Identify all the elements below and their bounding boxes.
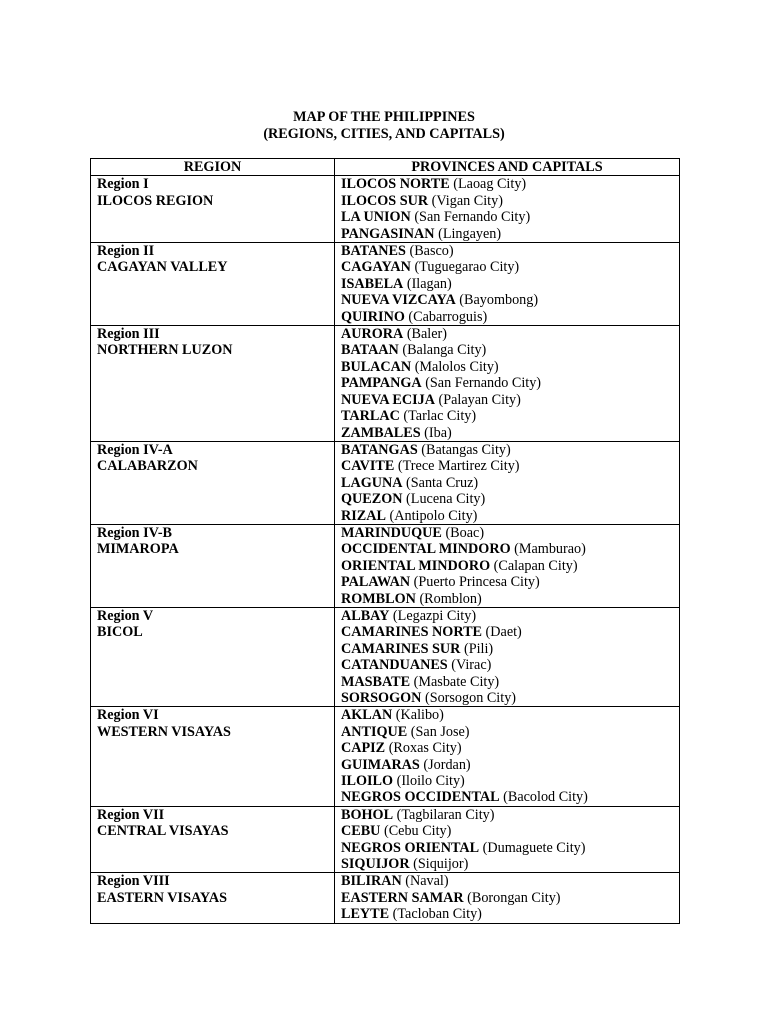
province-capital: (Borongan City) xyxy=(467,889,561,906)
title-line-2: (REGIONS, CITIES, AND CAPITALS) xyxy=(263,126,505,142)
province-entry xyxy=(341,690,673,706)
province-capital: (Antipolo City) xyxy=(389,507,478,524)
province-name: BILIRAN xyxy=(341,873,402,890)
provinces-cell xyxy=(335,243,680,326)
province-name: NEGROS OCCIDENTAL xyxy=(341,789,500,806)
region-name: ILOCOS REGION xyxy=(97,192,214,209)
region-number: Region IV-A xyxy=(97,441,173,458)
province-name: PALAWAN xyxy=(341,574,411,591)
province-entry xyxy=(341,375,673,391)
header-region: REGION xyxy=(91,159,335,176)
province-entry xyxy=(341,740,673,756)
province-capital: (Cebu City) xyxy=(383,823,452,840)
table-header-row xyxy=(91,159,680,176)
provinces-cell xyxy=(335,707,680,806)
table-row xyxy=(91,873,680,923)
province-name: CAPIZ xyxy=(341,740,386,757)
province-entry xyxy=(341,757,673,773)
province-name: PANGASINAN xyxy=(341,225,435,242)
provinces-cell xyxy=(335,441,680,524)
table-row xyxy=(91,607,680,706)
province-entry xyxy=(341,541,673,557)
province-name: CAMARINES SUR xyxy=(341,640,461,657)
region-cell xyxy=(91,441,335,524)
province-entry xyxy=(341,873,673,889)
province-capital: (Virac) xyxy=(451,657,492,674)
province-name: BATANES xyxy=(341,243,406,260)
province-entry xyxy=(341,458,673,474)
province-capital: (Mamburao) xyxy=(514,541,586,558)
province-capital: (Puerto Princesa City) xyxy=(413,574,540,591)
province-entry xyxy=(341,326,673,342)
province-entry xyxy=(341,176,673,192)
province-name: BULACAN xyxy=(341,358,412,375)
province-capital: (Jordan) xyxy=(423,756,471,773)
province-entry xyxy=(341,574,673,590)
region-number: Region IV-B xyxy=(97,524,173,541)
province-entry xyxy=(341,856,673,872)
regions-table xyxy=(90,158,680,924)
table-row xyxy=(91,326,680,442)
provinces-cell xyxy=(335,607,680,706)
table-body xyxy=(91,176,680,923)
document-title xyxy=(0,109,768,143)
province-entry xyxy=(341,823,673,839)
province-capital: (Bayombong) xyxy=(459,292,539,309)
province-capital: (Tacloban City) xyxy=(392,906,482,923)
province-capital: (Tuguegarao City) xyxy=(414,259,520,276)
region-name: CENTRAL VISAYAS xyxy=(97,823,229,840)
province-name: TARLAC xyxy=(341,408,400,425)
region-number: Region VI xyxy=(97,707,159,724)
table-row xyxy=(91,806,680,873)
province-name: RIZAL xyxy=(341,507,386,524)
province-name: QUIRINO xyxy=(341,308,405,325)
province-capital: (Lingayen) xyxy=(438,225,502,242)
province-entry xyxy=(341,641,673,657)
province-capital: (Siquijor) xyxy=(413,856,469,873)
region-number: Region II xyxy=(97,243,155,260)
provinces-cell xyxy=(335,176,680,243)
table-row xyxy=(91,176,680,243)
region-name: NORTHERN LUZON xyxy=(97,342,233,359)
province-name: CAGAYAN xyxy=(341,259,411,276)
province-entry xyxy=(341,491,673,507)
province-entry xyxy=(341,525,673,541)
region-name: EASTERN VISAYAS xyxy=(97,889,227,906)
provinces-cell xyxy=(335,873,680,923)
province-name: OCCIDENTAL MINDORO xyxy=(341,541,511,558)
province-entry xyxy=(341,773,673,789)
province-entry xyxy=(341,276,673,292)
province-entry xyxy=(341,707,673,723)
province-name: ILOCOS NORTE xyxy=(341,176,450,193)
province-name: BATAAN xyxy=(341,342,399,359)
province-capital: (Iba) xyxy=(424,424,452,441)
region-name: CAGAYAN VALLEY xyxy=(97,259,228,276)
province-entry xyxy=(341,840,673,856)
province-capital: (Batangas City) xyxy=(421,441,511,458)
province-name: ALBAY xyxy=(341,607,390,624)
title-line-1: MAP OF THE PHILIPPINES xyxy=(293,109,475,125)
province-name: ZAMBALES xyxy=(341,424,421,441)
province-capital: (Lucena City) xyxy=(406,491,486,508)
province-capital: (Vigan City) xyxy=(431,192,503,209)
provinces-cell xyxy=(335,326,680,442)
provinces-cell xyxy=(335,806,680,873)
province-name: LEYTE xyxy=(341,906,390,923)
province-capital: (Romblon) xyxy=(419,590,482,607)
province-entry xyxy=(341,608,673,624)
region-cell xyxy=(91,326,335,442)
table-row xyxy=(91,441,680,524)
province-entry xyxy=(341,359,673,375)
province-capital: (Laoag City) xyxy=(453,176,527,193)
province-name: ANTIQUE xyxy=(341,723,408,740)
province-entry xyxy=(341,807,673,823)
province-entry xyxy=(341,243,673,259)
province-capital: (Tarlac City) xyxy=(403,408,477,425)
region-name: CALABARZON xyxy=(97,458,198,475)
province-name: ILOILO xyxy=(341,773,394,790)
province-name: GUIMARAS xyxy=(341,756,420,773)
province-name: LAGUNA xyxy=(341,474,403,491)
province-name: SORSOGON xyxy=(341,690,422,706)
province-entry xyxy=(341,890,673,906)
region-cell xyxy=(91,176,335,243)
province-capital: (Pili) xyxy=(463,640,494,657)
province-name: CEBU xyxy=(341,823,381,840)
province-capital: (Legazpi City) xyxy=(392,607,477,624)
province-capital: (Santa Cruz) xyxy=(406,474,479,491)
province-name: AKLAN xyxy=(341,707,393,724)
province-entry xyxy=(341,392,673,408)
province-name: MASBATE xyxy=(341,673,411,690)
province-entry xyxy=(341,209,673,225)
region-cell xyxy=(91,806,335,873)
province-name: NEGROS ORIENTAL xyxy=(341,839,480,856)
province-capital: (Tagbilaran City) xyxy=(396,806,495,823)
province-capital: (Malolos City) xyxy=(414,358,499,375)
province-name: ILOCOS SUR xyxy=(341,192,429,209)
province-entry xyxy=(341,292,673,308)
province-capital: (Cabarroguis) xyxy=(408,308,488,325)
province-capital: (Ilagan) xyxy=(406,275,452,292)
province-capital: (Naval) xyxy=(405,873,449,890)
province-name: MARINDUQUE xyxy=(341,524,442,541)
province-name: CAMARINES NORTE xyxy=(341,624,482,641)
province-name: AURORA xyxy=(341,326,404,343)
provinces-cell xyxy=(335,524,680,607)
province-capital: (Kalibo) xyxy=(395,707,444,724)
province-capital: (Basco) xyxy=(409,243,454,260)
province-capital: (Balanga City) xyxy=(402,342,487,359)
province-name: EASTERN SAMAR xyxy=(341,889,464,906)
province-entry xyxy=(341,724,673,740)
province-capital: (Masbate City) xyxy=(413,673,500,690)
province-capital: (Sorsogon City) xyxy=(424,690,517,706)
province-entry xyxy=(341,558,673,574)
province-entry xyxy=(341,342,673,358)
region-number: Region I xyxy=(97,176,149,193)
province-entry xyxy=(341,906,673,922)
region-name: MIMAROPA xyxy=(97,541,179,558)
province-name: NUEVA VIZCAYA xyxy=(341,292,456,309)
province-name: PAMPANGA xyxy=(341,375,422,392)
province-entry xyxy=(341,657,673,673)
province-entry xyxy=(341,425,673,441)
province-capital: (Roxas City) xyxy=(388,740,462,757)
region-cell xyxy=(91,873,335,923)
province-entry xyxy=(341,226,673,242)
region-name: WESTERN VISAYAS xyxy=(97,723,231,740)
province-entry xyxy=(341,442,673,458)
province-capital: (Baler) xyxy=(406,326,447,343)
region-cell xyxy=(91,524,335,607)
province-capital: (Iloilo City) xyxy=(396,773,465,790)
province-capital: (San Fernando City) xyxy=(425,375,542,392)
region-number: Region III xyxy=(97,326,160,343)
province-name: NUEVA ECIJA xyxy=(341,391,435,408)
province-name: CAVITE xyxy=(341,458,395,475)
province-capital: (Daet) xyxy=(485,624,522,641)
region-cell xyxy=(91,707,335,806)
province-capital: (Calapan City) xyxy=(493,557,578,574)
province-entry xyxy=(341,508,673,524)
province-capital: (San Jose) xyxy=(410,723,470,740)
region-name: BICOL xyxy=(97,624,143,641)
region-number: Region V xyxy=(97,607,154,624)
region-number: Region VIII xyxy=(97,873,170,890)
province-name: CATANDUANES xyxy=(341,657,448,674)
province-entry xyxy=(341,408,673,424)
province-name: QUEZON xyxy=(341,491,403,508)
province-name: SIQUIJOR xyxy=(341,856,410,873)
region-cell xyxy=(91,243,335,326)
province-entry xyxy=(341,624,673,640)
province-entry xyxy=(341,475,673,491)
header-provinces: PROVINCES AND CAPITALS xyxy=(335,159,680,176)
province-capital: (Boac) xyxy=(445,524,485,541)
province-capital: (Dumaguete City) xyxy=(482,839,586,856)
province-entry xyxy=(341,309,673,325)
province-name: ROMBLON xyxy=(341,590,416,607)
province-capital: (Bacolod City) xyxy=(503,789,588,806)
province-name: ORIENTAL MINDORO xyxy=(341,557,491,574)
province-capital: (Palayan City) xyxy=(438,391,521,408)
province-entry xyxy=(341,259,673,275)
table-row xyxy=(91,243,680,326)
province-entry xyxy=(341,789,673,805)
province-name: BOHOL xyxy=(341,806,394,823)
province-name: BATANGAS xyxy=(341,441,418,458)
table-row xyxy=(91,707,680,806)
region-number: Region VII xyxy=(97,806,165,823)
province-capital: (Trece Martirez City) xyxy=(397,458,520,475)
province-capital: (San Fernando City) xyxy=(414,209,531,226)
region-cell xyxy=(91,607,335,706)
province-name: LA UNION xyxy=(341,209,411,226)
province-entry xyxy=(341,193,673,209)
province-entry xyxy=(341,674,673,690)
province-entry xyxy=(341,591,673,607)
province-name: ISABELA xyxy=(341,275,404,292)
table-row xyxy=(91,524,680,607)
